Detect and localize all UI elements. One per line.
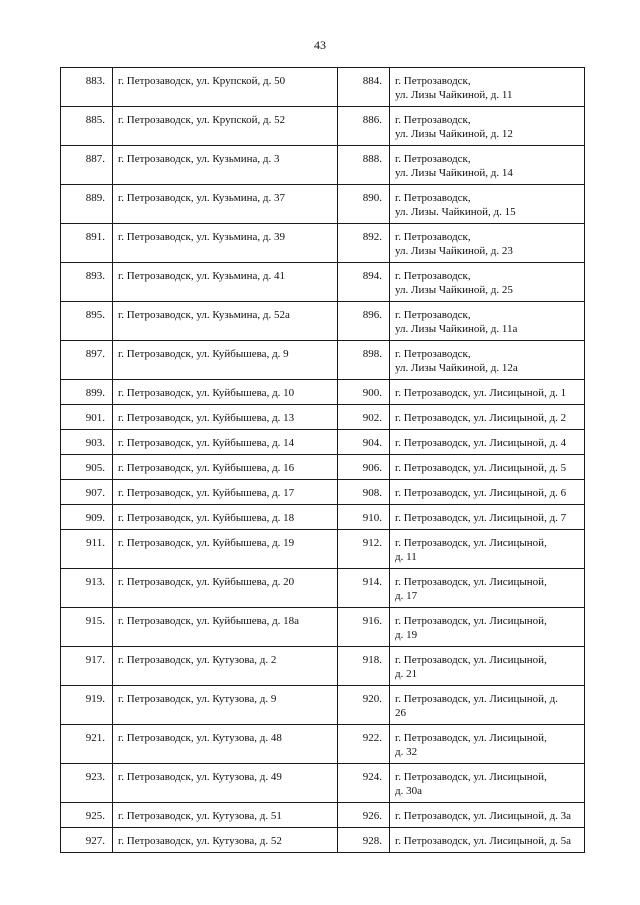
table-row <box>61 405 585 430</box>
address-left: г. Петрозаводск, ул. Куйбышева, д. 10 <box>113 380 338 405</box>
row-number-left: 883. <box>61 68 113 107</box>
row-number-right: 920. <box>338 686 390 725</box>
row-number-right: 926. <box>338 803 390 828</box>
table-row <box>61 686 585 725</box>
address-right: г. Петрозаводск, ул. Лисицыной, д. 4 <box>390 430 585 455</box>
row-number-left: 893. <box>61 263 113 302</box>
row-number-left: 895. <box>61 302 113 341</box>
row-number-left: 897. <box>61 341 113 380</box>
address-right: г. Петрозаводск, ул. Лизы Чайкиной, д. 11 <box>390 68 585 107</box>
address-left: г. Петрозаводск, ул. Кузьмина, д. 37 <box>113 185 338 224</box>
address-right: г. Петрозаводск, ул. Лисицыной, д. 7 <box>390 505 585 530</box>
address-left: г. Петрозаводск, ул. Крупской, д. 50 <box>113 68 338 107</box>
address-left: г. Петрозаводск, ул. Куйбышева, д. 18 <box>113 505 338 530</box>
row-number-right: 924. <box>338 764 390 803</box>
address-right: г. Петрозаводск, ул. Лисицыной, д. 5 <box>390 455 585 480</box>
row-number-left: 919. <box>61 686 113 725</box>
table-row <box>61 455 585 480</box>
address-left: г. Петрозаводск, ул. Куйбышева, д. 20 <box>113 569 338 608</box>
table-row <box>61 68 585 107</box>
page-number: 43 <box>314 38 326 52</box>
row-number-left: 885. <box>61 107 113 146</box>
row-number-right: 914. <box>338 569 390 608</box>
table-row <box>61 725 585 764</box>
address-right: г. Петрозаводск, ул. Лисицыной, д. 19 <box>390 608 585 647</box>
row-number-right: 890. <box>338 185 390 224</box>
address-right: г. Петрозаводск, ул. Лисицыной, д. 17 <box>390 569 585 608</box>
table-row <box>61 263 585 302</box>
row-number-right: 912. <box>338 530 390 569</box>
address-right: г. Петрозаводск, ул. Лизы Чайкиной, д. 11а <box>390 302 585 341</box>
row-number-right: 888. <box>338 146 390 185</box>
address-left: г. Петрозаводск, ул. Куйбышева, д. 16 <box>113 455 338 480</box>
address-right: г. Петрозаводск, ул. Лисицыной, д. 1 <box>390 380 585 405</box>
row-number-left: 925. <box>61 803 113 828</box>
row-number-right: 908. <box>338 480 390 505</box>
row-number-right: 884. <box>338 68 390 107</box>
table-row <box>61 380 585 405</box>
address-left: г. Петрозаводск, ул. Крупской, д. 52 <box>113 107 338 146</box>
address-right: г. Петрозаводск, ул. Лизы Чайкиной, д. 23 <box>390 224 585 263</box>
row-number-left: 921. <box>61 725 113 764</box>
row-number-right: 916. <box>338 608 390 647</box>
address-left: г. Петрозаводск, ул. Куйбышева, д. 18а <box>113 608 338 647</box>
row-number-left: 905. <box>61 455 113 480</box>
address-right: г. Петрозаводск, ул. Лизы Чайкиной, д. 25 <box>390 263 585 302</box>
table-row <box>61 146 585 185</box>
address-right: г. Петрозаводск, ул. Лисицыной, д. 3а <box>390 803 585 828</box>
address-left: г. Петрозаводск, ул. Кузьмина, д. 41 <box>113 263 338 302</box>
table-row <box>61 608 585 647</box>
address-right: г. Петрозаводск, ул. Лизы. Чайкиной, д. 15 <box>390 185 585 224</box>
address-left: г. Петрозаводск, ул. Куйбышева, д. 19 <box>113 530 338 569</box>
address-table-body <box>61 68 585 853</box>
row-number-right: 928. <box>338 828 390 853</box>
address-right: г. Петрозаводск, ул. Лисицыной, д. 5а <box>390 828 585 853</box>
table-row <box>61 107 585 146</box>
row-number-right: 900. <box>338 380 390 405</box>
address-left: г. Петрозаводск, ул. Кутузова, д. 52 <box>113 828 338 853</box>
row-number-right: 894. <box>338 263 390 302</box>
address-left: г. Петрозаводск, ул. Кутузова, д. 2 <box>113 647 338 686</box>
address-right: г. Петрозаводск, ул. Лисицыной, д. 26 <box>390 686 585 725</box>
address-right: г. Петрозаводск, ул. Лизы Чайкиной, д. 12а <box>390 341 585 380</box>
table-row <box>61 430 585 455</box>
address-left: г. Петрозаводск, ул. Куйбышева, д. 14 <box>113 430 338 455</box>
row-number-right: 906. <box>338 455 390 480</box>
address-right: г. Петрозаводск, ул. Лизы Чайкиной, д. 12 <box>390 107 585 146</box>
row-number-left: 909. <box>61 505 113 530</box>
address-left: г. Петрозаводск, ул. Кузьмина, д. 39 <box>113 224 338 263</box>
row-number-left: 911. <box>61 530 113 569</box>
row-number-left: 901. <box>61 405 113 430</box>
address-left: г. Петрозаводск, ул. Кутузова, д. 51 <box>113 803 338 828</box>
row-number-left: 899. <box>61 380 113 405</box>
table-row <box>61 341 585 380</box>
row-number-left: 891. <box>61 224 113 263</box>
table-row <box>61 185 585 224</box>
address-left: г. Петрозаводск, ул. Кутузова, д. 49 <box>113 764 338 803</box>
address-right: г. Петрозаводск, ул. Лисицыной, д. 11 <box>390 530 585 569</box>
address-right: г. Петрозаводск, ул. Лисицыной, д. 6 <box>390 480 585 505</box>
address-right: г. Петрозаводск, ул. Лисицыной, д. 32 <box>390 725 585 764</box>
row-number-right: 896. <box>338 302 390 341</box>
address-left: г. Петрозаводск, ул. Кутузова, д. 9 <box>113 686 338 725</box>
address-left: г. Петрозаводск, ул. Куйбышева, д. 13 <box>113 405 338 430</box>
table-row <box>61 803 585 828</box>
row-number-right: 892. <box>338 224 390 263</box>
table-row <box>61 764 585 803</box>
row-number-right: 886. <box>338 107 390 146</box>
address-left: г. Петрозаводск, ул. Кузьмина, д. 3 <box>113 146 338 185</box>
row-number-left: 927. <box>61 828 113 853</box>
address-right: г. Петрозаводск, ул. Лизы Чайкиной, д. 14 <box>390 146 585 185</box>
row-number-right: 904. <box>338 430 390 455</box>
table-row <box>61 569 585 608</box>
address-right: г. Петрозаводск, ул. Лисицыной, д. 2 <box>390 405 585 430</box>
row-number-left: 913. <box>61 569 113 608</box>
address-left: г. Петрозаводск, ул. Куйбышева, д. 17 <box>113 480 338 505</box>
table-row <box>61 530 585 569</box>
row-number-left: 917. <box>61 647 113 686</box>
row-number-right: 898. <box>338 341 390 380</box>
row-number-left: 915. <box>61 608 113 647</box>
row-number-right: 902. <box>338 405 390 430</box>
table-row <box>61 828 585 853</box>
row-number-left: 907. <box>61 480 113 505</box>
row-number-right: 918. <box>338 647 390 686</box>
address-right: г. Петрозаводск, ул. Лисицыной, д. 21 <box>390 647 585 686</box>
row-number-left: 887. <box>61 146 113 185</box>
address-left: г. Петрозаводск, ул. Куйбышева, д. 9 <box>113 341 338 380</box>
table-row <box>61 224 585 263</box>
row-number-left: 903. <box>61 430 113 455</box>
table-row <box>61 302 585 341</box>
address-left: г. Петрозаводск, ул. Кутузова, д. 48 <box>113 725 338 764</box>
table-row <box>61 505 585 530</box>
row-number-right: 910. <box>338 505 390 530</box>
row-number-left: 923. <box>61 764 113 803</box>
address-right: г. Петрозаводск, ул. Лисицыной, д. 30а <box>390 764 585 803</box>
table-row <box>61 480 585 505</box>
row-number-left: 889. <box>61 185 113 224</box>
table-row <box>61 647 585 686</box>
row-number-right: 922. <box>338 725 390 764</box>
address-table <box>60 67 585 853</box>
address-left: г. Петрозаводск, ул. Кузьмина, д. 52а <box>113 302 338 341</box>
